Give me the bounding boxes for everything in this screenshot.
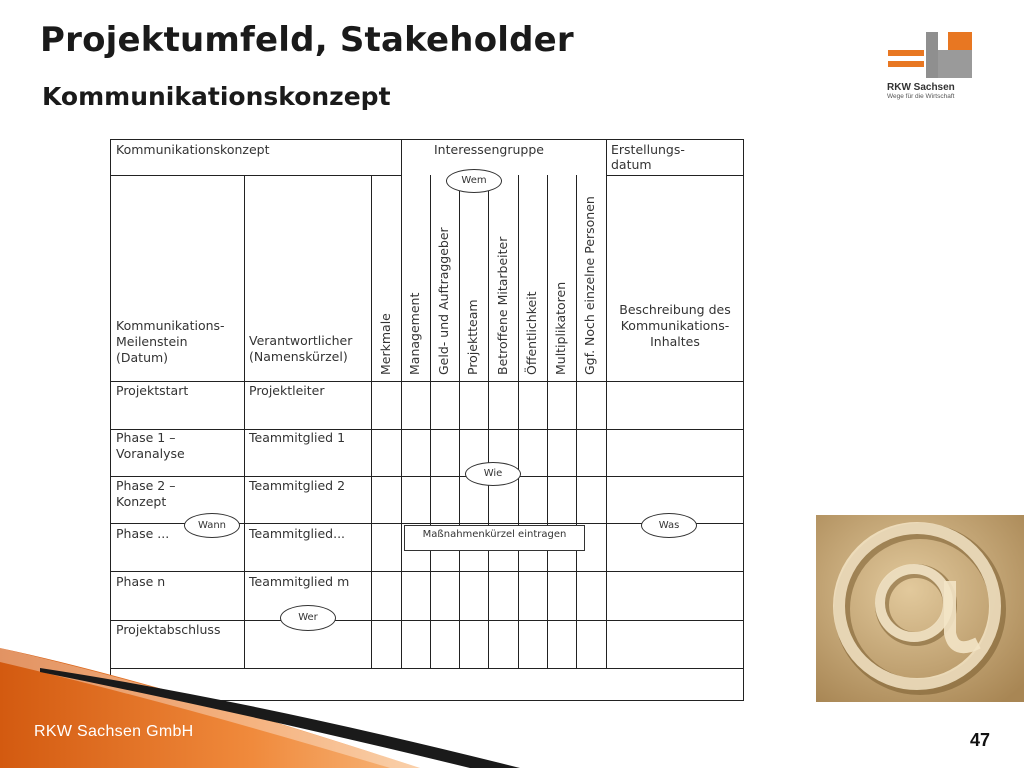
description-column-header: Beschreibung des Kommunikations- Inhaltes (619, 302, 731, 349)
creation-date-header: Erstellungs- datum (611, 142, 685, 172)
stakeholder-geld-und-auftraggeber: Geld- und Auftraggeber (436, 227, 451, 375)
communication-concept-form (110, 139, 744, 701)
row-responsible: Teammitglied 1 (249, 430, 346, 445)
stakeholder-einzelne-personen: Ggf. Noch einzelne Personen (582, 196, 597, 375)
stakeholder-projektteam: Projektteam (465, 299, 480, 375)
massnahme-hint-box: Maßnahmenkürzel eintragen (404, 525, 585, 551)
page-number: 47 (970, 730, 991, 750)
row-responsible: Teammitglied... (249, 526, 346, 541)
stakeholder-oeffentlichkeit: Öffentlichkeit (524, 291, 539, 375)
footer-swoosh (0, 640, 1024, 768)
oval-wer: Wer (280, 605, 336, 631)
row-responsible: Projektleiter (249, 383, 325, 398)
stakeholder-merkmale: Merkmale (378, 313, 393, 375)
row-milestone: Phase ... (116, 526, 170, 541)
slide-subtitle: Kommunikationskonzept (42, 82, 391, 111)
oval-wem: Wem (446, 169, 502, 193)
oval-wie: Wie (465, 462, 521, 486)
row-milestone: Phase 1 – Voranalyse (116, 430, 185, 461)
row-milestone: Phase n (116, 574, 166, 589)
row-milestone: Projektstart (116, 383, 189, 398)
responsible-column-header: Verantwortlicher (Namenskürzel) (249, 333, 353, 364)
footer-company: RKW Sachsen GmbH (34, 723, 194, 740)
stakeholder-multiplikatoren: Multiplikatoren (553, 281, 568, 375)
stakeholder-betroffene-mitarbeiter: Betroffene Mitarbeiter (495, 236, 510, 375)
logo-name: RKW Sachsen (887, 82, 955, 93)
stakeholder-management: Management (407, 292, 422, 375)
milestone-column-header: Kommunikations- Meilenstein (Datum) (116, 318, 225, 365)
row-responsible: Teammitglied m (249, 574, 350, 589)
oval-wann: Wann (184, 513, 240, 538)
form-title: Kommunikationskonzept (116, 142, 270, 157)
oval-was: Was (641, 513, 697, 538)
row-responsible: Teammitglied 2 (249, 478, 346, 493)
row-milestone: Phase 2 – Konzept (116, 478, 176, 509)
logo-slogan: Wege für die Wirtschaft (887, 93, 955, 100)
slide-title: Projektumfeld, Stakeholder (40, 20, 574, 60)
stakeholder-group-header: Interessengruppe (434, 142, 544, 157)
row-milestone: Projektabschluss (116, 622, 221, 637)
